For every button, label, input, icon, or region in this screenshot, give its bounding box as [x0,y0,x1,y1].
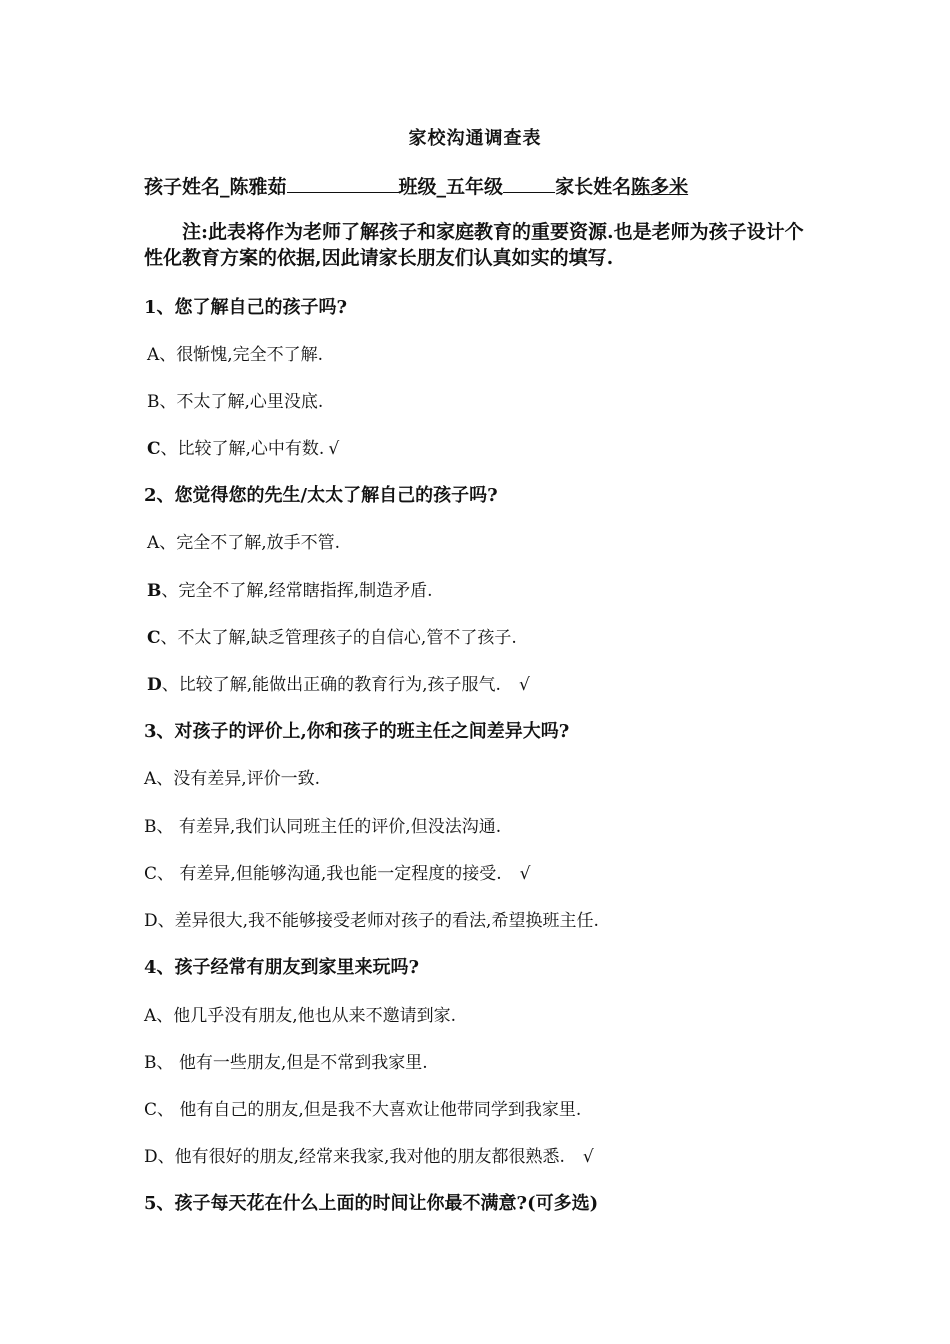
option-letter: C [144,864,158,884]
question-2-option-c: C、不太了解,缺乏管理孩子的自信心,管不了孩子. [147,628,517,648]
option-text: 比较了解,心中有数. [177,439,325,459]
parent-name-value: 陈多米 [631,176,689,198]
class-label: 班级 [398,176,437,198]
option-text: 他有自己的朋友,但是我不大喜欢让他带同学到我家里. [174,1100,582,1120]
check-mark: √ [518,675,530,695]
option-text: 不太了解,心里没底. [176,392,324,412]
question-4: 4、孩子经常有朋友到家里来玩吗? [144,957,420,978]
question-4-option-a: A、他几乎没有朋友,他也从来不邀请到家. [144,1006,457,1026]
question-1: 1、您了解自己的孩子吗? [144,297,348,318]
check-mark: √ [519,864,531,884]
check-mark: √ [328,439,340,459]
question-1-option-b: B、不太了解,心里没底. [147,392,324,412]
option-text: 差异很大,我不能够接受老师对孩子的看法,希望换班主任. [174,911,599,931]
option-letter: D [147,675,162,695]
question-2-option-a: A、完全不了解,放手不管. [147,533,341,553]
info-line: 孩子姓名_陈雅茹 班级_五年级 家长姓名陈多米 [144,176,689,198]
question-1-option-a: A、很惭愧,完全不了解. [147,345,324,365]
option-text: 他几乎没有朋友,他也从来不邀请到家. [173,1006,457,1026]
option-text: 有差异,我们认同班主任的评价,但没法沟通. [173,817,502,837]
option-letter: A [144,1006,157,1026]
question-2-option-d: D、比较了解,能做出正确的教育行为,孩子服气. √ [147,675,530,695]
instruction-note: 注:此表将作为老师了解孩子和家庭教育的重要资源.也是老师为孩子设计个性化教育方案的依据,因此请家长朋友们认真如实的填写. [144,221,804,269]
option-text: 很惭愧,完全不了解. [176,345,324,365]
question-3-option-c: C、 有差异,但能够沟通,我也能一定程度的接受. √ [144,864,531,884]
parent-name-label: 家长姓名 [555,176,632,198]
option-letter: B [144,1053,157,1073]
question-4-option-d: D、他有很好的朋友,经常来我家,我对他的朋友都很熟悉. √ [144,1147,594,1167]
question-4-option-c: C、 他有自己的朋友,但是我不大喜欢让他带同学到我家里. [144,1100,582,1120]
question-3-option-d: D、差异很大,我不能够接受老师对孩子的看法,希望换班主任. [144,911,599,931]
option-text: 比较了解,能做出正确的教育行为,孩子服气. [178,675,501,695]
option-letter: C [147,628,161,648]
option-text: 完全不了解,经常瞎指挥,制造矛盾. [178,581,433,601]
question-5: 5、孩子每天花在什么上面的时间让你最不满意?(可多选) [144,1193,599,1214]
class-value: 五年级 [446,176,504,198]
option-letter: A [147,533,160,553]
class-blank [503,175,555,193]
question-3-option-a: A、没有差异,评价一致. [144,769,321,789]
option-letter: C [147,439,161,459]
option-letter: D [144,1147,158,1167]
option-letter: B [144,817,157,837]
question-2-option-b: B、完全不了解,经常瞎指挥,制造矛盾. [147,581,433,601]
option-text: 他有很好的朋友,经常来我家,我对他的朋友都很熟悉. [174,1147,565,1167]
question-3: 3、对孩子的评价上,你和孩子的班主任之间差异大吗? [144,721,570,742]
option-text: 不太了解,缺乏管理孩子的自信心,管不了孩子. [177,628,517,648]
option-text: 完全不了解,放手不管. [176,533,341,553]
question-3-option-b: B、 有差异,我们认同班主任的评价,但没法沟通. [144,817,502,837]
child-name-value: 陈雅茹 [229,176,287,198]
option-letter: B [147,392,160,412]
question-1-option-c: C、比较了解,心中有数. √ [147,439,340,459]
question-2: 2、您觉得您的先生/太太了解自己的孩子吗? [144,485,498,506]
child-name-label: 孩子姓名 [144,176,221,198]
option-letter: A [147,345,160,365]
option-letter: B [147,581,162,601]
document-title: 家校沟通调查表 [408,128,542,149]
option-letter: A [144,769,157,789]
option-letter: D [144,911,158,931]
question-4-option-b: B、 他有一些朋友,但是不常到我家里. [144,1053,428,1073]
option-text: 有差异,但能够沟通,我也能一定程度的接受. [174,864,502,884]
option-text: 他有一些朋友,但是不常到我家里. [173,1053,428,1073]
option-text: 没有差异,评价一致. [173,769,321,789]
child-name-blank [287,175,399,193]
option-letter: C [144,1100,158,1120]
check-mark: √ [582,1147,594,1167]
